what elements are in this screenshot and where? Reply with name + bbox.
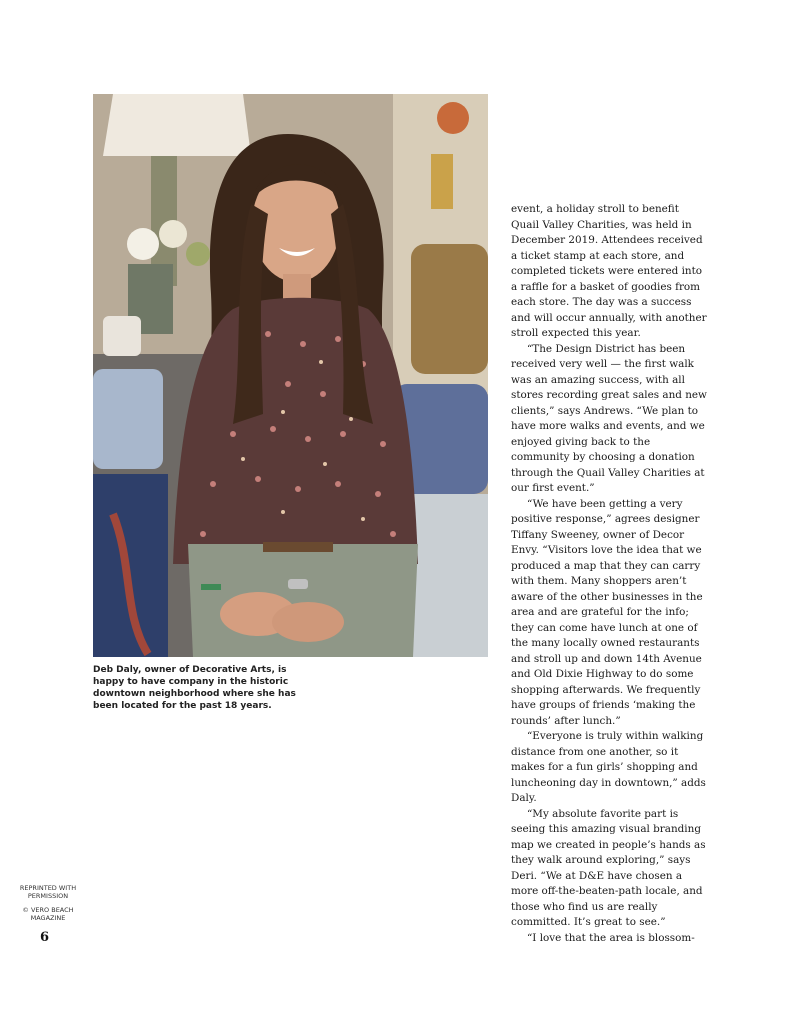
article-paragraph: “We have been getting a very positive response,” agrees designer Tiffany Sweeney, owner of Decor Envy. “Visitors love the idea that we produced a map that they can carry with them. Many shoppers aren’t aware of the other businesses in the area and are grateful for the info; they can come have lunch at one of the many locally owned restaurants and stroll up and down 14th Avenue and Old Dixie Highway to do some shopping afterwards. We frequently have groups of friends ‘making the rounds’ after lunch.” bbox=[511, 497, 703, 727]
article-paragraph: “I love that the area is blossom- bbox=[527, 931, 695, 944]
copyright-text: © VERO BEACH MAGAZINE bbox=[22, 906, 74, 922]
article-paragraph: “Everyone is truly within walking distance from one another, so it makes for a fun girls’ shopping and luncheoning day in downtown,” adds Daly. bbox=[511, 730, 706, 804]
reprint-permission-text: REPRINTED WITH PERMISSION bbox=[19, 884, 77, 900]
article-paragraph: “My absolute favorite part is seeing this amazing visual branding map we created in people’s hands as they walk around exploring,” says Deri. “We at D&E have chosen a more off-the-beaten-path locale, and those who find us are really committed. It’s great to see.” bbox=[511, 807, 706, 928]
article-column bbox=[511, 202, 707, 946]
portrait-illustration bbox=[93, 94, 488, 657]
reprint-notice bbox=[16, 884, 80, 922]
photo-caption: Deb Daly, owner of Decorative Arts, is happy to have company in the historic downtown neighborhood where she has been located for the past 18 years. bbox=[93, 665, 296, 711]
article-paragraph: event, a holiday stroll to benefit Quail Valley Charities, was held in December 2019. Attendees received a ticket stamp at each store, and completed tickets were entered into a raffle for a basket of goodies from each store. The day was a success and will occur annually, with another stroll expected this year. bbox=[511, 203, 707, 339]
article-paragraph: “The Design District has been received very well — the first walk was an amazing success, with all stores recording great sales and new clients,” says Andrews. “We plan to have more walks and events, and we enjoyed giving back to the community by choosing a donation through the Quail Valley Charities at our first event.” bbox=[511, 342, 707, 494]
portrait-photo bbox=[93, 94, 488, 657]
page-number: 6 bbox=[40, 930, 50, 945]
